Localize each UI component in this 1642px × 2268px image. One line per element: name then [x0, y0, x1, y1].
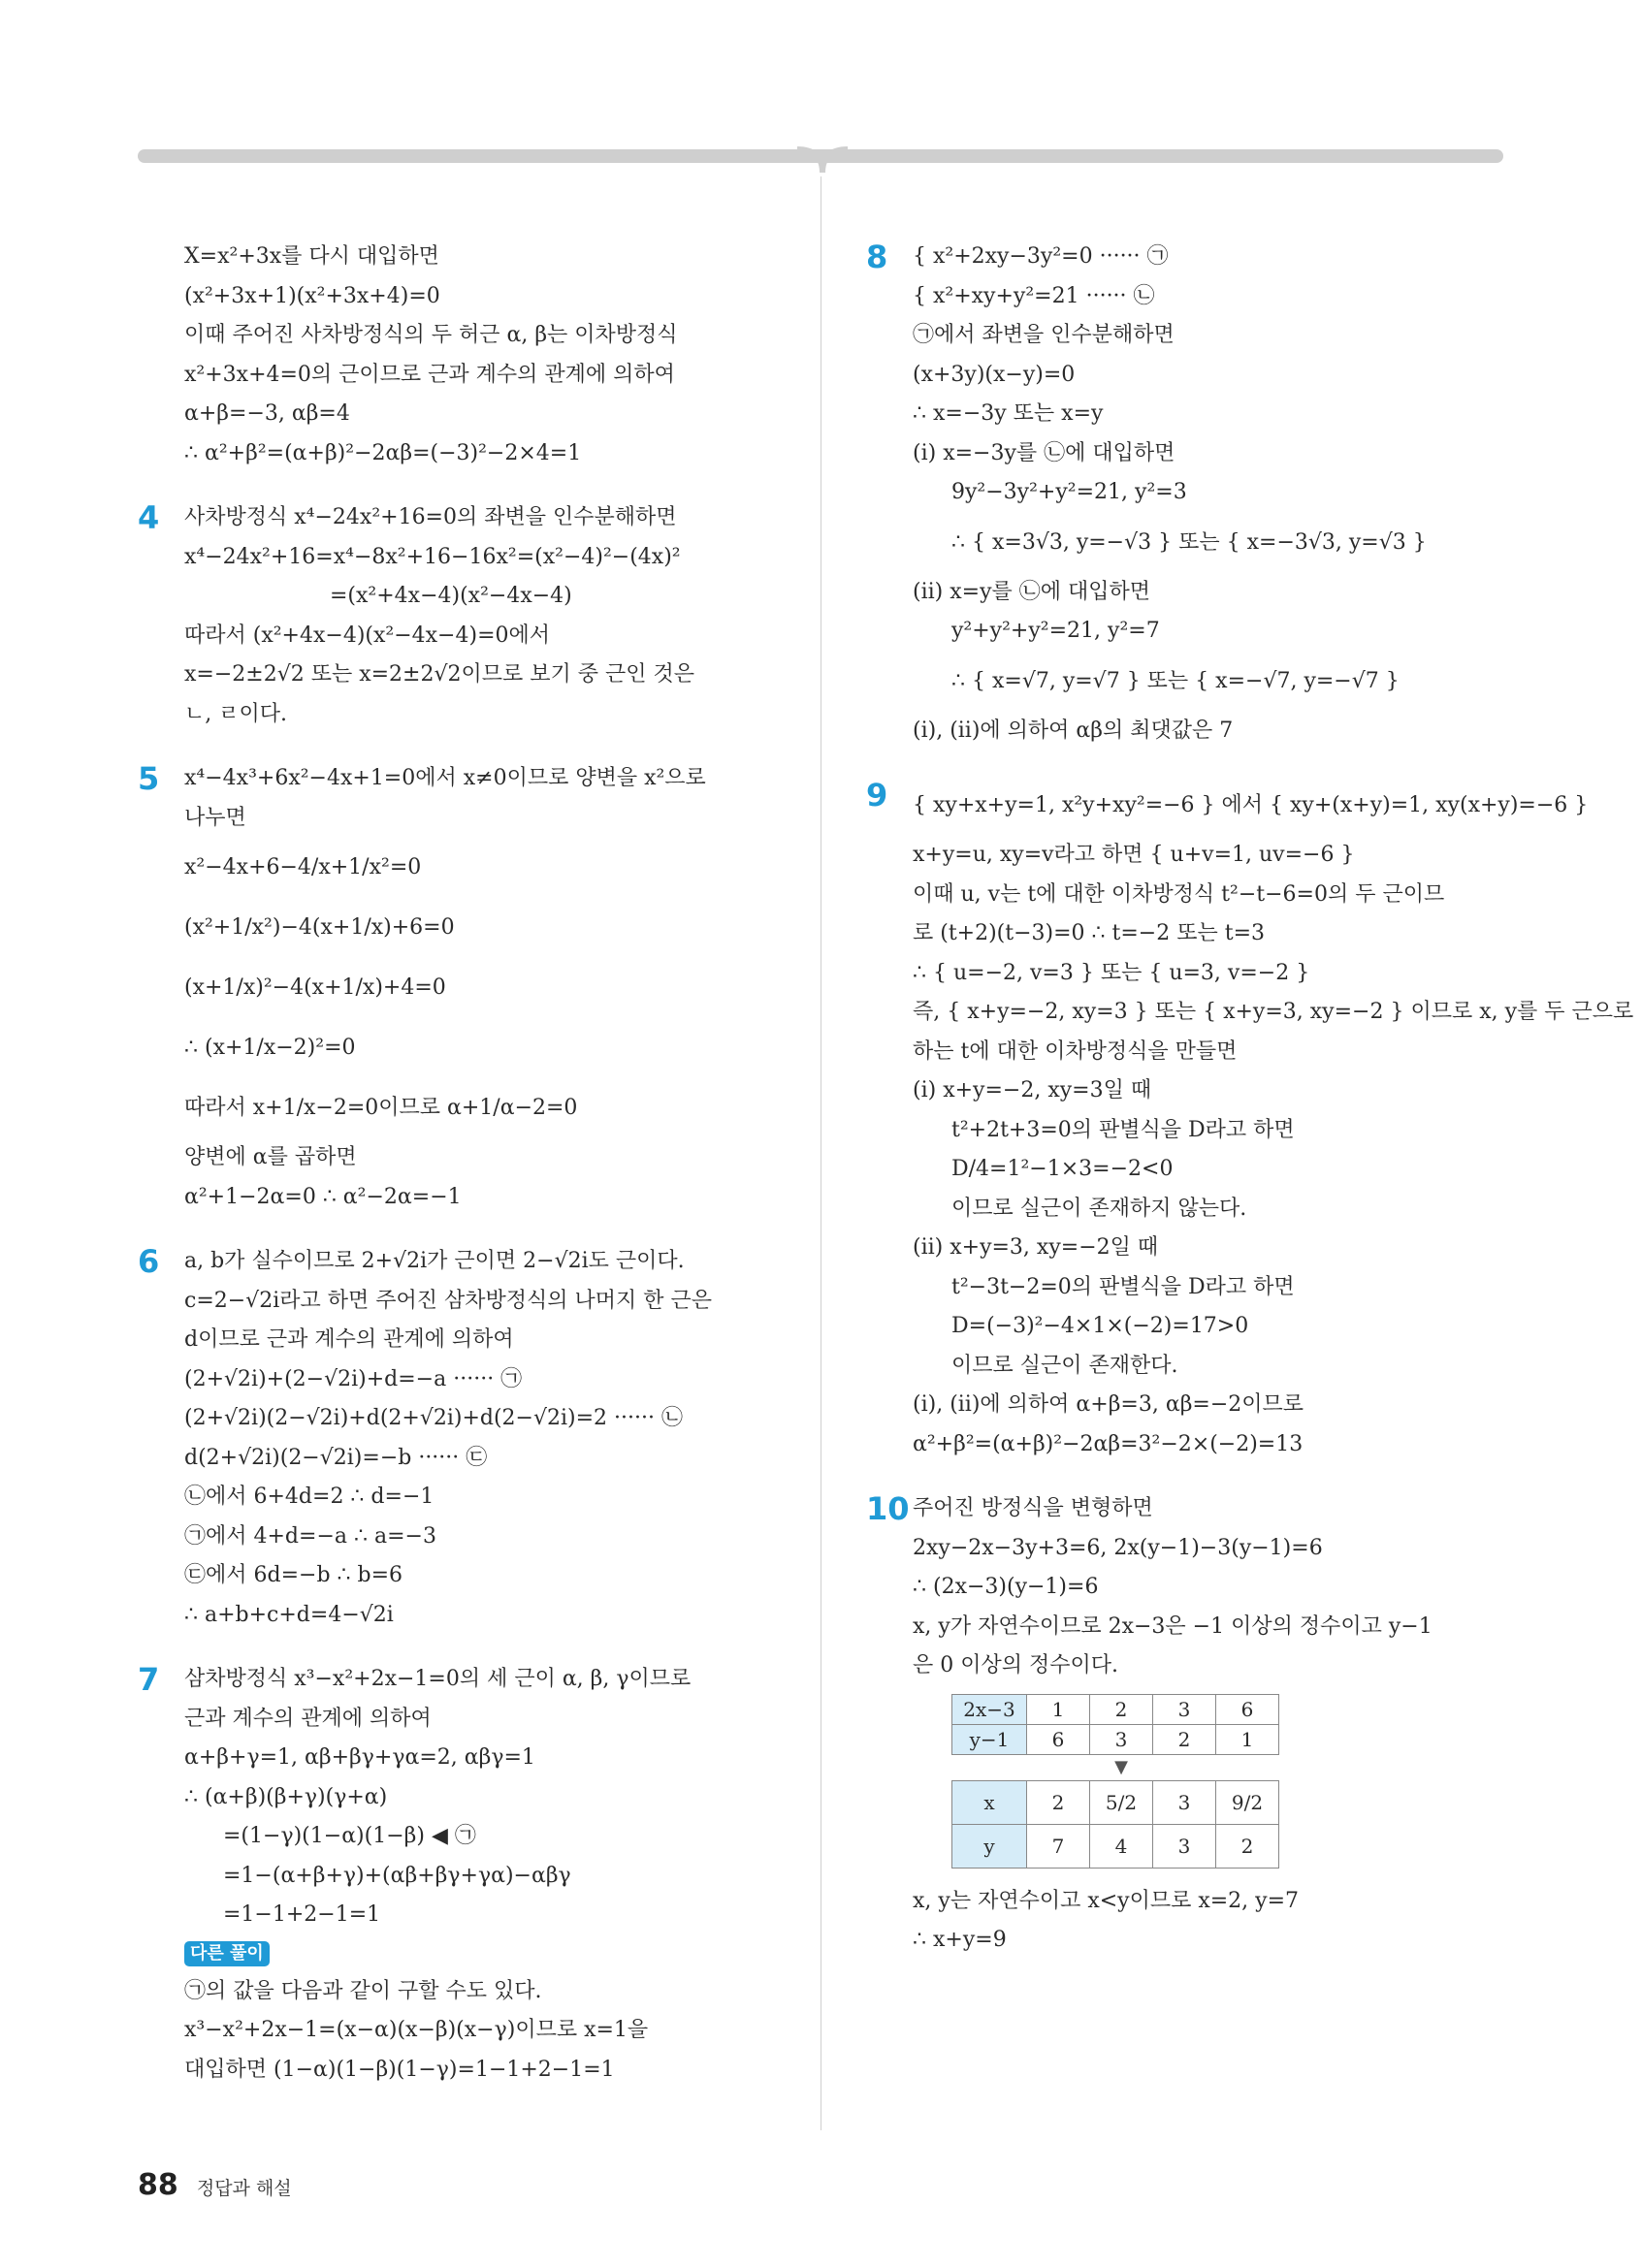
text-line: d이므로 근과 계수의 관계에 의하여 [184, 1327, 514, 1352]
table-cell: y−1 [952, 1724, 1027, 1754]
text-line: ∴ x+y=9 [913, 1928, 1007, 1952]
table-cell: 2 [1090, 1694, 1153, 1724]
table-cell: 5/2 [1090, 1780, 1153, 1824]
text-line: 이므로 실근이 존재하지 않는다. [951, 1196, 1247, 1221]
text-line: x³−x²+2x−1=(x−α)(x−β)(x−γ)이므로 x=1을 [184, 2018, 649, 2042]
text-line: (ⅰ) x+y=−2, xy=3일 때 [913, 1078, 1152, 1102]
text-line: =(x²+4x−4)(x²−4x−4) [330, 584, 572, 608]
text-line: 근과 계수의 관계에 의하여 [184, 1706, 432, 1731]
text-line: ∴ { u=−2, v=3 } 또는 { u=3, v=−2 } [913, 960, 1310, 985]
table-cell: y [952, 1824, 1027, 1868]
text-line: 9y²−3y²+y²=21, y²=3 [951, 480, 1187, 504]
table-row [952, 1780, 1279, 1824]
text-line: α+β=−3, αβ=4 [184, 401, 350, 426]
text-line: =1−1+2−1=1 [223, 1902, 381, 1927]
factor-table [951, 1694, 1279, 1755]
table-cell: 1 [1216, 1724, 1279, 1754]
problem-4 [138, 498, 778, 734]
page-number: 88 [138, 2168, 178, 2202]
problem-number: 6 [138, 1243, 160, 1280]
text-line: d(2+√2i)(2−√2i)=−b ······ ㉢ [184, 1445, 488, 1470]
text-line: (ⅰ), (ⅱ)에 의하여 αβ의 최댓값은 7 [913, 718, 1234, 743]
text-line: 즉, { x+y=−2, xy=3 } 또는 { x+y=3, xy=−2 } 이므로 x, y를 두 근으로 [913, 1000, 1634, 1024]
tables [951, 1694, 1506, 1869]
text-line: ㉢에서 6d=−b ∴ b=6 [184, 1563, 403, 1587]
text-line: 나누면 [184, 805, 246, 830]
table-cell: 6 [1216, 1694, 1279, 1724]
text-line: ∴ (2x−3)(y−1)=6 [913, 1575, 1099, 1599]
left-column [138, 238, 778, 2115]
text-line: (x²+3x+1)(x²+3x+4)=0 [184, 283, 440, 308]
formula-line: ∴ { x=3√3, y=−√3 } 또는 { x=−3√3, y=√3 } [951, 529, 1427, 555]
problem-7 [138, 1660, 778, 2090]
text-line: (ⅰ), (ⅱ)에 의하여 α+β=3, αβ=−2이므로 [913, 1392, 1304, 1417]
text-line: x, y가 자연수이므로 2x−3은 −1 이상의 정수이고 y−1 [913, 1613, 1433, 1639]
formula-line: ∴ (x+1/x−2)²=0 [184, 1036, 356, 1060]
text-line: 사차방정식 x⁴−24x²+16=0의 좌변을 인수분해하면 [184, 505, 677, 529]
problem-10 [866, 1489, 1506, 1961]
text-line: 하는 t에 대한 이차방정식을 만들면 [913, 1038, 1238, 1064]
table-cell: 1 [1027, 1694, 1090, 1724]
table-cell: 3 [1090, 1724, 1153, 1754]
text-line: 은 0 이상의 정수이다. [913, 1653, 1118, 1677]
text-line: 양변에 α를 곱하면 [184, 1145, 357, 1169]
text-line: 2xy−2x−3y+3=6, 2x(y−1)−3(y−1)=6 [913, 1535, 1323, 1560]
text-line: (ⅱ) x+y=3, xy=−2일 때 [913, 1235, 1159, 1260]
text-line: 주어진 방정식을 변형하면 [913, 1496, 1153, 1520]
table-cell: 2x−3 [952, 1694, 1027, 1724]
text-line: (2+√2i)(2−√2i)+d(2+√2i)+d(2−√2i)=2 ······ ㉡ [184, 1406, 684, 1430]
table-cell: 7 [1027, 1824, 1090, 1868]
solution-table [951, 1780, 1279, 1869]
problem-number: 4 [138, 499, 160, 536]
table-cell: 2 [1027, 1780, 1090, 1824]
text-line: t²−3t−2=0의 판별식을 D라고 하면 [951, 1274, 1295, 1299]
problem-9 [866, 776, 1634, 1464]
text-line: t²+2t+3=0의 판별식을 D라고 하면 [951, 1117, 1295, 1142]
text-line: ㉠에서 좌변을 인수분해하면 [913, 323, 1175, 347]
problem-number: 5 [138, 760, 160, 797]
text-line: α²+1−2α=0 ∴ α²−2α=−1 [184, 1184, 462, 1209]
text-line: y²+y²+y²=21, y²=7 [951, 619, 1160, 643]
text-line: x⁴−4x³+6x²−4x+1=0에서 x≠0이므로 양변을 x²으로 [184, 766, 706, 790]
text-line: x+y=u, xy=v라고 하면 { u+v=1, uv=−6 } [913, 843, 1355, 867]
table-cell: 9/2 [1216, 1780, 1279, 1824]
text-line: x=−2±2√2 또는 x=2±2√2이므로 보기 중 근인 것은 [184, 662, 694, 687]
text-line: x, y는 자연수이고 x<y이므로 x=2, y=7 [913, 1888, 1300, 1913]
text-line: (2+√2i)+(2−√2i)+d=−a ······ ㉠ [184, 1366, 523, 1391]
text-line: ∴ a+b+c+d=4−√2i [184, 1602, 394, 1627]
formula-line: 따라서 x+1/x−2=0이므로 α+1/α−2=0 [184, 1096, 578, 1120]
intro-block [138, 238, 778, 473]
formula-line: { xy+x+y=1, x²y+xy²=−6 } 에서 { xy+(x+y)=1, xy(x+y)=−6 } [913, 793, 1589, 817]
text-line: c=2−√2i라고 하면 주어진 삼차방정식의 나머지 한 근은 [184, 1288, 712, 1313]
text-line: ㉡에서 6+4d=2 ∴ d=−1 [184, 1485, 435, 1509]
text-line: a, b가 실수이므로 2+√2i가 근이면 2−√2i도 근이다. [184, 1249, 685, 1273]
text-line: { x²+xy+y²=21 ······ ㉡ [913, 283, 1155, 308]
problem-number: 10 [866, 1490, 910, 1527]
text-line: =(1−γ)(1−α)(1−β) ◀ ㉠ [223, 1824, 476, 1848]
table-cell: 4 [1090, 1824, 1153, 1868]
page-footer [138, 2168, 292, 2202]
text-line: ∴ (α+β)(β+γ)(γ+α) [184, 1784, 388, 1809]
table-cell: x [952, 1780, 1027, 1824]
problem-8 [866, 238, 1506, 751]
table-cell: 3 [1153, 1694, 1216, 1724]
down-arrow-icon: ▼ [1114, 1756, 1128, 1777]
problem-number: 9 [866, 777, 888, 814]
problem-5 [138, 759, 778, 1217]
problem-number: 8 [866, 239, 888, 275]
text-line: 대입하면 (1−α)(1−β)(1−γ)=1−1+2−1=1 [184, 2057, 615, 2082]
header-notch [797, 145, 848, 175]
problem-6 [138, 1242, 778, 1635]
table-cell: 6 [1027, 1724, 1090, 1754]
text-line: 따라서 (x²+4x−4)(x²−4x−4)=0에서 [184, 623, 551, 648]
text-line: D=(−3)²−4×1×(−2)=17>0 [951, 1314, 1249, 1338]
alternative-solution-badge: 다른 풀이 [184, 1941, 270, 1966]
formula-line: x²−4x+6−4/x+1/x²=0 [184, 855, 422, 879]
text-line: { x²+2xy−3y²=0 ······ ㉠ [913, 244, 1169, 269]
book-section-title: 정답과 해설 [196, 2178, 292, 2199]
text-line: x⁴−24x²+16=x⁴−8x²+16−16x²=(x²−4)²−(4x)² [184, 544, 681, 569]
formula-line: (x²+1/x²)−4(x+1/x)+6=0 [184, 915, 455, 940]
table-cell: 3 [1153, 1824, 1216, 1868]
text-line: x²+3x+4=0의 근이므로 근과 계수의 관계에 의하여 [184, 362, 675, 387]
formula-line: ∴ { x=√7, y=√7 } 또는 { x=−√7, y=−√7 } [951, 668, 1400, 693]
text-line: =1−(α+β+γ)+(αβ+βγ+γα)−αβγ [223, 1863, 571, 1888]
table-cell: 2 [1216, 1824, 1279, 1868]
text-line: ㄴ, ㄹ이다. [184, 701, 287, 726]
text-line: D/4=1²−1×3=−2<0 [951, 1157, 1174, 1181]
text-line: 이때 주어진 사차방정식의 두 허근 α, β는 이차방정식 [184, 323, 678, 347]
problem-number: 7 [138, 1661, 160, 1698]
right-column [866, 238, 1634, 1986]
text-line: ㉠에서 4+d=−a ∴ a=−3 [184, 1523, 436, 1549]
table-cell: 3 [1153, 1780, 1216, 1824]
text-line: 삼차방정식 x³−x²+2x−1=0의 세 근이 α, β, γ이므로 [184, 1667, 692, 1691]
text-line: α+β+γ=1, αβ+βγ+γα=2, αβγ=1 [184, 1745, 535, 1770]
text-line: ∴ α²+β²=(α+β)²−2αβ=(−3)²−2×4=1 [184, 440, 582, 465]
text-line: ㉠의 값을 다음과 같이 구할 수도 있다. [184, 1978, 542, 2003]
table-cell: 2 [1153, 1724, 1216, 1754]
text-line: 이므로 실근이 존재한다. [951, 1353, 1178, 1378]
text-line: 로 (t+2)(t−3)=0 ∴ t=−2 또는 t=3 [913, 921, 1266, 945]
text-line: ∴ x=−3y 또는 x=y [913, 401, 1104, 426]
text-line: X=x²+3x를 다시 대입하면 [184, 244, 439, 269]
text-line: (ⅰ) x=−3y를 ㉡에 대입하면 [913, 440, 1175, 465]
table-row [952, 1724, 1279, 1754]
formula-line: (x+1/x)²−4(x+1/x)+4=0 [184, 975, 446, 1000]
table-row [952, 1824, 1279, 1868]
table-row [952, 1694, 1279, 1724]
text-line: α²+β²=(α+β)²−2αβ=3²−2×(−2)=13 [913, 1431, 1304, 1456]
text-line: 이때 u, v는 t에 대한 이차방정식 t²−t−6=0의 두 근이므 [913, 881, 1445, 907]
text-line: (ⅱ) x=y를 ㉡에 대입하면 [913, 579, 1150, 604]
text-line: (x+3y)(x−y)=0 [913, 362, 1076, 387]
